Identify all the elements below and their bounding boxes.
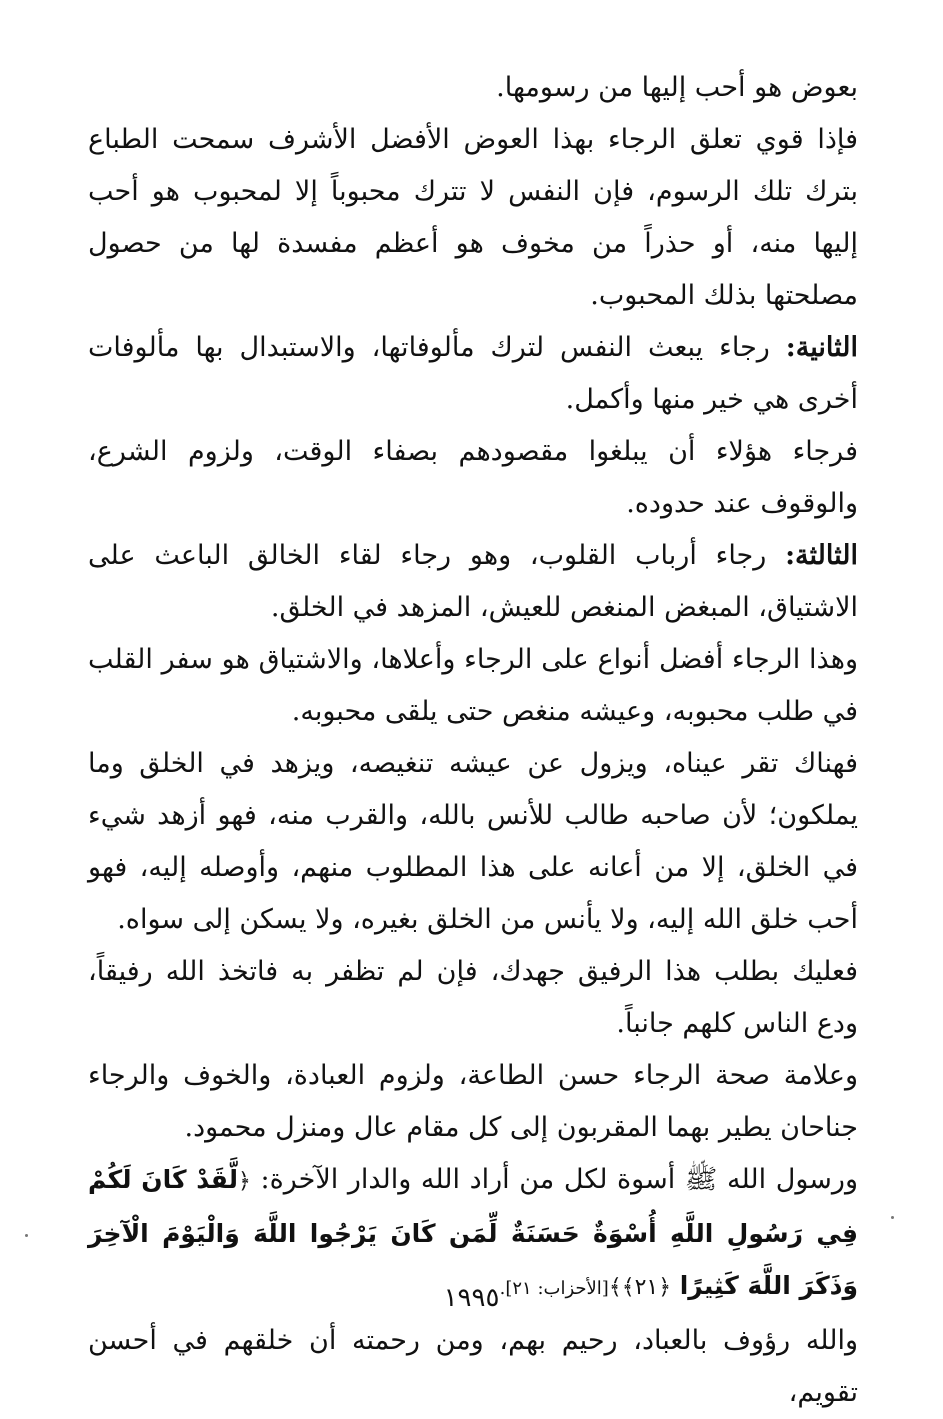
paragraph-text: رجاء أرباب القلوب، وهو رجاء لقاء الخالق الباعث على الاشتياق، المبغض المنغص للعيش، المزهد في الخلق. — [88, 540, 858, 623]
paragraph-text: رجاء يبعث النفس لترك مألوفاتها، والاستبدال بها مألوفات أخرى هي خير منها وأكمل. — [88, 332, 858, 415]
paragraph-7 — [88, 738, 858, 946]
paragraph-2 — [88, 114, 858, 322]
quran-close-bracket: ﴾ — [608, 1275, 622, 1300]
paragraph-text: فرجاء هؤلاء أن يبلغوا مقصودهم بصفاء الوقت، ولزوم الشرع، والوقوف عند حدوده. — [88, 436, 858, 519]
page-number: ١٩٩٥ — [443, 1283, 500, 1313]
verse-reference: [الأحزاب: ٢١]. — [499, 1278, 609, 1299]
paragraph-11 — [88, 1315, 858, 1419]
paragraph-text: فإذا قوي تعلق الرجاء بهذا العوض الأفضل الأشرف سمحت الطباع بترك تلك الرسوم، فإن النفس لا تترك محبوباً إلا لمحبوب هو أحب إليها منه، أو حذراً من مخوف هو أعظم مفسدة لها من حصول مصلحتها بذلك المحبوب. — [88, 124, 858, 311]
paragraph-8 — [88, 946, 858, 1050]
quran-open-bracket: ﴿ — [238, 1169, 251, 1194]
paragraph-heading: الثالثة: — [785, 540, 858, 571]
paragraph-text: فهناك تقر عيناه، ويزول عن عيشه تنغيصه، ويزهد في الخلق وما يملكون؛ لأن صاحبه طالب للأنس بالله، والقرب منه، فهو أزهد شيء في الخلق، إلا من أعانه على هذا المطلوب منهم، وأوصله إليه، فهو أحب خلق الله إليه، ولا يأنس من الخلق بغيره، ولا يسكن إلى سواه. — [88, 748, 858, 935]
paragraph-9 — [88, 1050, 858, 1154]
paragraph-3 — [88, 322, 858, 426]
paragraph-text: والله رؤوف بالعباد، رحيم بهم، ومن رحمته أن خلقهم في أحسن تقويم، — [88, 1325, 858, 1408]
paragraph-4 — [88, 426, 858, 530]
paragraph-heading: الثانية: — [785, 332, 858, 363]
paragraph-text: ورسول الله ﷺ أسوة لكل من أراد الله والدار الآخرة: — [250, 1164, 858, 1195]
paragraph-text: وعلامة صحة الرجاء حسن الطاعة، ولزوم العبادة، والخوف والرجاء جناحان يطير بهما المقربون إلى كل مقام عال ومنزل محمود. — [88, 1060, 858, 1143]
verse-number: ﴿٢١﴾ — [621, 1275, 672, 1300]
paragraph-text: وهذا الرجاء أفضل أنواع على الرجاء وأعلاها، والاشتياق هو سفر القلب في طلب محبوبه، وعيشه منغص حتى يلقى محبوبه. — [88, 644, 858, 727]
scan-speck — [25, 1234, 28, 1237]
paragraph-6 — [88, 634, 858, 738]
paragraph-text: بعوض هو أحب إليها من رسومها. — [496, 72, 858, 103]
scan-speck — [891, 1216, 894, 1219]
quran-verse: لَّقَدْ كَانَ لَكُمْ فِي رَسُولِ اللَّهِ أُسْوَةٌ حَسَنَةٌ لِّمَن كَانَ يَرْجُوا اللَّهَ وَالْيَوْمَ الْآخِرَ وَذَكَرَ اللَّهَ كَثِيرًا — [88, 1165, 858, 1300]
page-body-text — [88, 62, 858, 1419]
paragraph-5 — [88, 530, 858, 634]
paragraph-1 — [88, 62, 858, 114]
paragraph-text: فعليك بطلب هذا الرفيق جهدك، فإن لم تظفر به فاتخذ الله رفيقاً، ودع الناس كلهم جانباً. — [88, 956, 858, 1039]
